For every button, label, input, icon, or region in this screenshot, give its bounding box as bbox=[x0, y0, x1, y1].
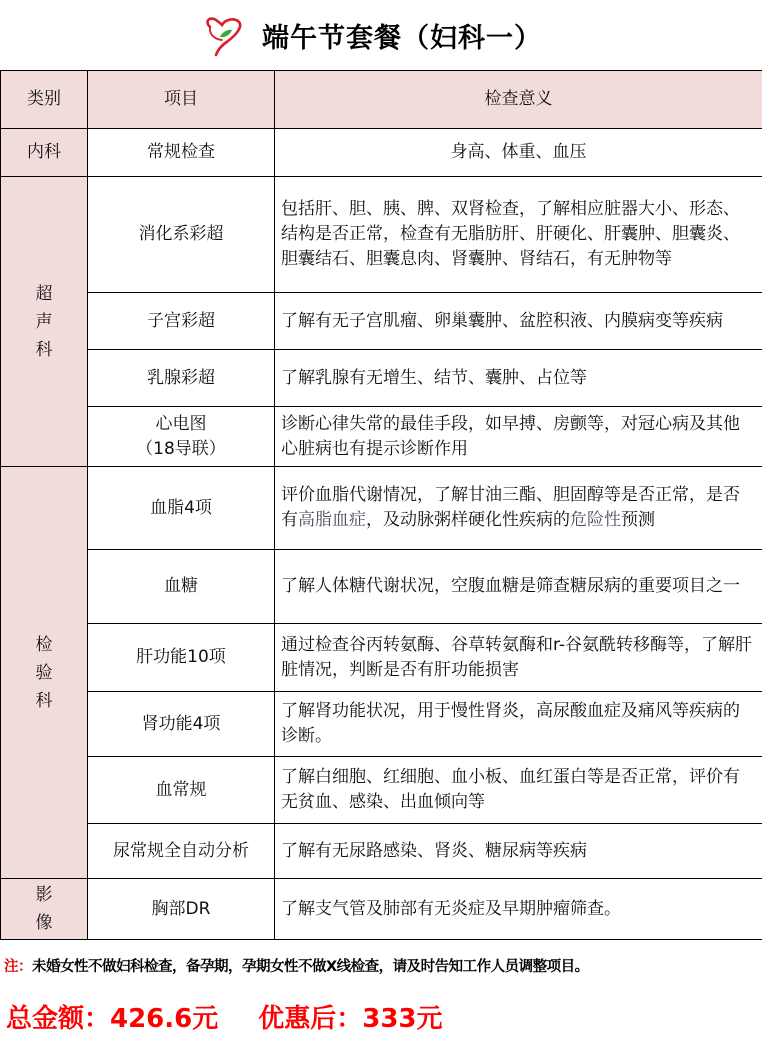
table-row bbox=[1, 293, 762, 350]
item-cell: 血常规 bbox=[88, 757, 275, 824]
desc-cell: 包括肝、胆、胰、脾、双肾检查，了解相应脏器大小、形态、结构是否正常，检查有无脂肪肝、肝硬化、肝囊肿、胆囊炎、胆囊结石、胆囊息肉、肾囊肿、肾结石，有无肿物等 bbox=[275, 177, 762, 293]
package-table bbox=[0, 70, 762, 940]
category-cell bbox=[1, 879, 88, 940]
footnote bbox=[4, 955, 589, 976]
table-row bbox=[1, 550, 762, 624]
category-label: 超声科 bbox=[35, 283, 53, 360]
desc-cell: 了解有无子宫肌瘤、卵巢囊肿、盆腔积液、内膜病变等疾病 bbox=[275, 293, 762, 350]
title-bar bbox=[0, 0, 762, 70]
table-row bbox=[1, 824, 762, 879]
item-cell: 血糖 bbox=[88, 550, 275, 624]
heart-leaf-logo-icon bbox=[200, 13, 244, 57]
desc-cell: 了解支气管及肺部有无炎症及早期肿瘤筛查。 bbox=[275, 879, 762, 940]
item-cell: 常规检查 bbox=[88, 129, 275, 177]
table-row bbox=[1, 879, 762, 940]
table-row bbox=[1, 129, 762, 177]
desc-cell: 诊断心律失常的最佳手段，如早搏、房颤等，对冠心病及其他心脏病也有提示诊断作用 bbox=[275, 407, 762, 467]
desc-term-hyperlipidemia: 高脂血症 bbox=[298, 510, 366, 530]
desc-cell: 了解乳腺有无增生、结节、囊肿、占位等 bbox=[275, 350, 762, 407]
item-cell: 胸部DR bbox=[88, 879, 275, 940]
item-cell: 肝功能10项 bbox=[88, 624, 275, 692]
column-header-category: 类别 bbox=[1, 71, 88, 129]
desc-cell: 通过检查谷丙转氨酶、谷草转氨酶和r-谷氨酰转移酶等，了解肝脏情况，判断是否有肝功能损害 bbox=[275, 624, 762, 692]
column-header-meaning: 检查意义 bbox=[275, 71, 762, 129]
desc-term-risk: 危险性 bbox=[570, 510, 621, 530]
item-label: 心电图 bbox=[155, 413, 207, 434]
footnote-label: 注： bbox=[4, 959, 32, 975]
desc-text: 预测 bbox=[621, 510, 655, 530]
table-row bbox=[1, 757, 762, 824]
desc-text: 评价血脂代谢情况，了解甘油三酯、胆固醇等是否正常，是否有 bbox=[281, 485, 740, 530]
desc-cell: 了解肾功能状况，用于慢性肾炎，高尿酸血症及痛风等疾病的诊断。 bbox=[275, 692, 762, 757]
page-title: 端午节套餐（妇科一） bbox=[262, 22, 542, 54]
item-cell: 肾功能4项 bbox=[88, 692, 275, 757]
table-row bbox=[1, 692, 762, 757]
desc-cell: 了解白细胞、红细胞、血小板、血红蛋白等是否正常，评价有无贫血、感染、出血倾向等 bbox=[275, 757, 762, 824]
table-header-row bbox=[1, 71, 762, 129]
table-row bbox=[1, 177, 762, 293]
category-label: 影像 bbox=[35, 885, 53, 933]
category-label: 内科 bbox=[27, 142, 61, 162]
item-sublabel: （18导联） bbox=[136, 438, 226, 459]
column-header-item: 项目 bbox=[88, 71, 275, 129]
price-summary bbox=[6, 998, 443, 1035]
item-cell: 尿常规全自动分析 bbox=[88, 824, 275, 879]
total-price: 总金额：426.6元 bbox=[6, 1004, 219, 1034]
table-row bbox=[1, 624, 762, 692]
category-cell bbox=[1, 467, 88, 879]
desc-cell: 了解有无尿路感染、肾炎、糖尿病等疾病 bbox=[275, 824, 762, 879]
desc-text: ，及动脉粥样硬化性疾病的 bbox=[366, 510, 570, 530]
item-cell: 乳腺彩超 bbox=[88, 350, 275, 407]
category-label: 检验科 bbox=[35, 634, 53, 711]
footnote-text: 未婚女性不做妇科检查，备孕期，孕期女性不做X线检查，请及时告知工作人员调整项目。 bbox=[32, 959, 589, 975]
desc-cell: 了解人体糖代谢状况，空腹血糖是筛查糖尿病的重要项目之一 bbox=[275, 550, 762, 624]
item-cell: 消化系彩超 bbox=[88, 177, 275, 293]
table-row bbox=[1, 407, 762, 467]
item-cell bbox=[88, 407, 275, 467]
table-row bbox=[1, 467, 762, 550]
category-cell bbox=[1, 177, 88, 467]
category-cell bbox=[1, 129, 88, 177]
table-row bbox=[1, 350, 762, 407]
discount-price: 优惠后：333元 bbox=[258, 1004, 443, 1034]
item-cell: 子宫彩超 bbox=[88, 293, 275, 350]
desc-cell: 身高、体重、血压 bbox=[275, 129, 762, 177]
desc-cell bbox=[275, 467, 762, 550]
item-cell: 血脂4项 bbox=[88, 467, 275, 550]
